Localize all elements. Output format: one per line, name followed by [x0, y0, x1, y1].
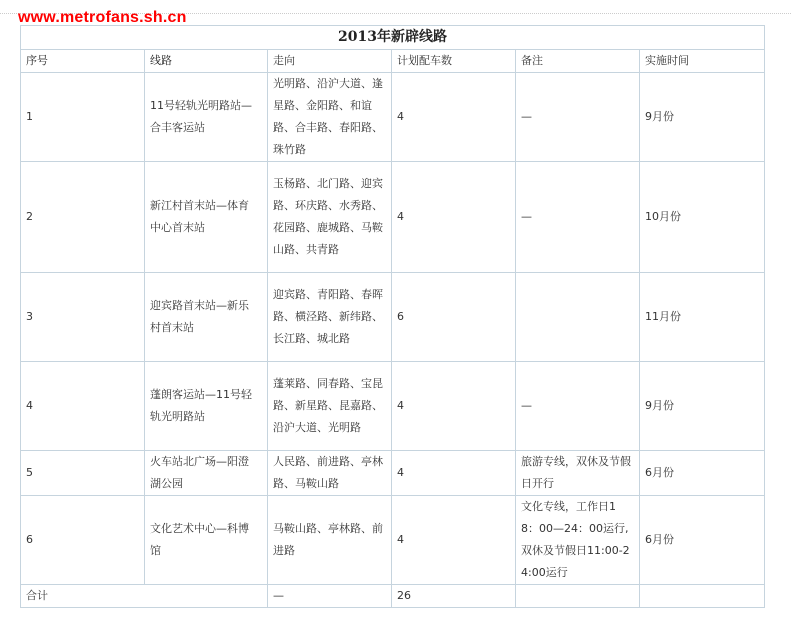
header-vehicles: 计划配车数	[392, 50, 516, 73]
header-route: 走向	[268, 50, 392, 73]
cell-date: 9月份	[640, 362, 765, 451]
cell-date: 11月份	[640, 273, 765, 362]
cell-line: 火车站北广场—阳澄湖公园	[145, 451, 268, 496]
cell-date: 6月份	[640, 496, 765, 585]
cell-date: 10月份	[640, 162, 765, 273]
cell-no: 1	[21, 73, 145, 162]
cell-date: 6月份	[640, 451, 765, 496]
table-row	[21, 362, 765, 451]
cell-no: 5	[21, 451, 145, 496]
cell-note: 文化专线，工作日18：00—24：00运行,双休及节假日11:00-24:00运行	[516, 496, 640, 585]
cell-note	[516, 273, 640, 362]
cell-route: 光明路、沿沪大道、逢星路、金阳路、和谊路、合丰路、春阳路、珠竹路	[268, 73, 392, 162]
routes-table	[20, 25, 765, 608]
table-row	[21, 496, 765, 585]
header-no: 序号	[21, 50, 145, 73]
cell-vehicles: 4	[392, 362, 516, 451]
cell-route: 马鞍山路、亭林路、前进路	[268, 496, 392, 585]
cell-line: 蓬朗客运站—11号轻轨光明路站	[145, 362, 268, 451]
cell-route: 人民路、前进路、亭林路、马鞍山路	[268, 451, 392, 496]
cell-no: 4	[21, 362, 145, 451]
cell-note: —	[516, 362, 640, 451]
cell-note: —	[516, 73, 640, 162]
header-date: 实施时间	[640, 50, 765, 73]
cell-route: 玉杨路、北门路、迎宾路、环庆路、水秀路、花园路、鹿城路、马鞍山路、共青路	[268, 162, 392, 273]
cell-no: 2	[21, 162, 145, 273]
site-watermark: www.metrofans.sh.cn	[18, 9, 187, 26]
table-row	[21, 273, 765, 362]
cell-line: 迎宾路首末站—新乐村首末站	[145, 273, 268, 362]
cell-note: —	[516, 162, 640, 273]
cell-no: 3	[21, 273, 145, 362]
total-note	[516, 585, 640, 608]
total-label: 合计	[21, 585, 268, 608]
cell-vehicles: 4	[392, 496, 516, 585]
cell-date: 9月份	[640, 73, 765, 162]
table-row	[21, 73, 765, 162]
total-vehicles: 26	[392, 585, 516, 608]
cell-vehicles: 6	[392, 273, 516, 362]
cell-vehicles: 4	[392, 451, 516, 496]
cell-line: 新江村首末站—体育中心首末站	[145, 162, 268, 273]
cell-vehicles: 4	[392, 162, 516, 273]
total-date	[640, 585, 765, 608]
total-row	[21, 585, 765, 608]
table-row	[21, 162, 765, 273]
cell-line: 11号轻轨光明路站—合丰客运站	[145, 73, 268, 162]
total-route: —	[268, 585, 392, 608]
cell-vehicles: 4	[392, 73, 516, 162]
cell-route: 蓬莱路、同春路、宝昆路、新星路、昆嘉路、沿沪大道、光明路	[268, 362, 392, 451]
cell-route: 迎宾路、青阳路、春晖路、横泾路、新纬路、长江路、城北路	[268, 273, 392, 362]
header-line: 线路	[145, 50, 268, 73]
cell-note: 旅游专线，双休及节假日开行	[516, 451, 640, 496]
cell-line: 文化艺术中心—科博馆	[145, 496, 268, 585]
header-row	[21, 50, 765, 73]
table-title: 2013年新辟线路	[20, 25, 765, 49]
table-row	[21, 451, 765, 496]
cell-no: 6	[21, 496, 145, 585]
header-note: 备注	[516, 50, 640, 73]
